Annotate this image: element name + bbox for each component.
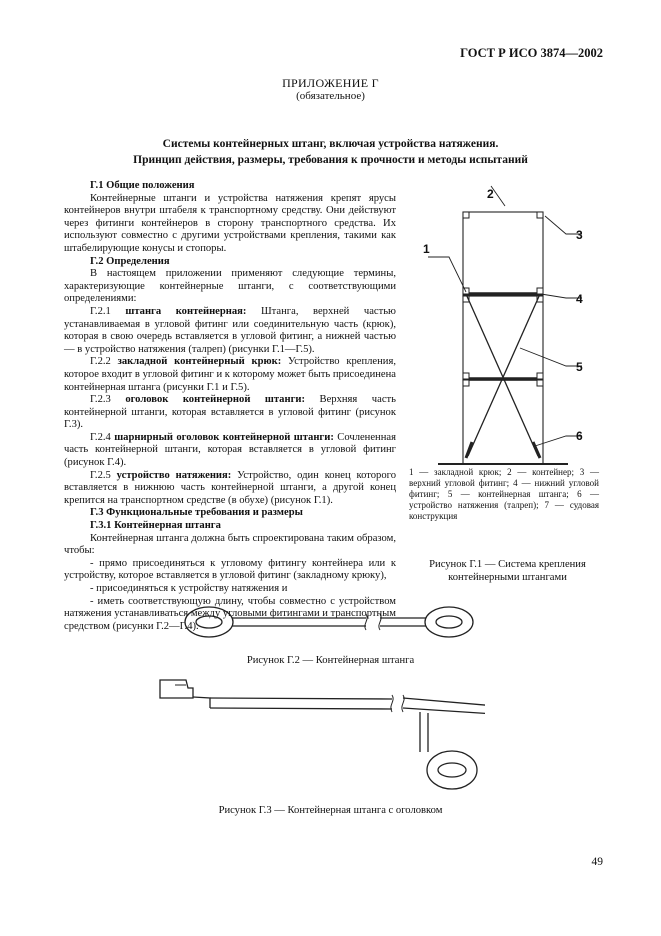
- container-bottom: [463, 380, 543, 464]
- definition-text: Устройство крепления, которое входит в угловой фитинг и к которому может быть присоединена контейнерная штанга (рисунки Г.1 и Г.5).: [64, 356, 396, 393]
- appendix-status: (обязательное): [296, 90, 365, 102]
- main-title-line2: Принцип действия, размеры, требования к прочности и методы испытаний: [133, 154, 528, 166]
- rod-shaft-lower: [420, 712, 428, 752]
- definition-term: устройство натяжения:: [116, 469, 232, 481]
- break-mark: [379, 614, 381, 630]
- break-mark: [391, 695, 393, 712]
- section-heading: Г.3 Функциональные требования и размеры: [90, 507, 303, 519]
- figure2-caption: Рисунок Г.2 — Контейнерная штанга: [246, 655, 415, 666]
- rod-shaft: [380, 618, 426, 626]
- rod-eye: [427, 751, 477, 789]
- container-middle: [463, 296, 543, 380]
- container-top: [463, 212, 543, 296]
- lashing-rod: [468, 294, 540, 456]
- figure-lashing-rod-with-head: [155, 675, 485, 795]
- leader-lines: [428, 186, 582, 446]
- rod-head: [160, 680, 193, 698]
- rod-eye-left-inner: [196, 616, 222, 628]
- definition-number: Г.2.1: [90, 305, 111, 317]
- lashing-rod: [466, 294, 538, 456]
- legend-text: — нижний угловой фитинг;: [409, 478, 599, 499]
- section-heading: Г.2 Определения: [90, 255, 170, 267]
- legend-number: 4: [513, 478, 518, 488]
- container-stack: [463, 212, 543, 464]
- label-1: 1: [423, 242, 430, 256]
- legend-text: — закладной крюк;: [413, 467, 508, 477]
- figure-lashing-rod: [180, 598, 480, 646]
- figure-lashing-system: [400, 180, 610, 465]
- standard-code: ГОСТ Р ИСО 3874—2002: [460, 46, 603, 60]
- main-title-line1: Системы контейнерных штанг, включая устройства натяжения.: [162, 138, 499, 150]
- legend-text: — контейнер;: [511, 467, 580, 477]
- definition-term: штанга контейнерная:: [125, 305, 247, 317]
- legend-number: 1: [409, 467, 414, 477]
- break-mark: [402, 695, 404, 712]
- rod-eye-left: [185, 607, 233, 637]
- definition-text: Штанга, верхней частью устанавливаемая в угловой фитинг или соединительную часть (крюк), которая в свою очередь вставляется в угловой фитинг, а нижней частью — в устройство натяжения (талреп) (рисунки Г.1—Г.5).: [64, 305, 396, 355]
- appendix-title: ПРИЛОЖЕНИЕ Г: [282, 76, 379, 90]
- label-4: 4: [576, 292, 583, 306]
- legend-number: 3: [579, 467, 585, 477]
- rod-shaft: [232, 618, 366, 626]
- paragraph: В настоящем приложении применяют следующие термины, характеризующие контейнерные штанги, с соответствующими определениями:: [64, 268, 396, 305]
- definition: [64, 306, 396, 356]
- definition-number: Г.2.3: [90, 394, 111, 406]
- definition: [64, 432, 396, 470]
- figure3-caption: Рисунок Г.3 — Контейнерная штанга с оголовком: [218, 805, 443, 816]
- rod-eye-right-inner: [436, 616, 462, 628]
- definition: [64, 394, 396, 432]
- legend-number: 6: [577, 489, 582, 499]
- legend-number: 5: [447, 489, 453, 499]
- legend-text: — верхний угловой фитинг;: [409, 467, 600, 488]
- definition-term: закладной контейнерный крюк:: [117, 356, 282, 368]
- rod-eye-inner: [438, 763, 466, 777]
- figure1-legend: [409, 467, 599, 522]
- text-column: [64, 180, 396, 633]
- page-number: 49: [591, 856, 603, 868]
- section-heading: Г.1 Общие положения: [90, 180, 195, 191]
- legend-text: — устройство натяжения (талреп);: [409, 489, 600, 510]
- definition: [64, 356, 396, 394]
- legend-text: — судовая конструкция: [409, 500, 599, 521]
- subsection-heading: Г.3.1 Контейнерная штанга: [90, 520, 221, 532]
- definition-text: Сочлененная часть контейнерной штанги, которая вставляется в угловой фитинг (рисунок Г.4).: [64, 431, 396, 469]
- definition-number: Г.2.5: [90, 469, 111, 481]
- legend-number: 7: [544, 500, 550, 510]
- rod-shaft: [210, 698, 392, 709]
- list-item: - прямо присоединяться к угловому фитингу контейнера или к устройству, которое вставляется в угловой фитинг (закладному крюку),: [64, 557, 396, 582]
- list-item: - иметь соответствующую длину, чтобы совместно с устройством натяжения устанавливаться между угловыми фитингами и транспортным средством (рисунки Г.2—Г.4).: [64, 595, 396, 632]
- label-2: 2: [487, 187, 494, 201]
- paragraph: Контейнерная штанга должна быть спроектирована таким образом, чтобы:: [64, 532, 396, 557]
- definition-text: Верхняя часть контейнерной штанги, которая вставляется в угловой фитинг (рисунок Г.3).: [64, 394, 396, 431]
- label-6: 6: [576, 429, 583, 443]
- rod-head-neck: [193, 697, 210, 708]
- corner-fittings: [463, 212, 543, 386]
- label-3: 3: [576, 228, 583, 242]
- list-item: - присоединяться к устройству натяжения и: [90, 583, 288, 594]
- break-mark: [365, 614, 367, 630]
- turnbuckles: [466, 442, 540, 458]
- definition-term: оголовок контейнерной штанги:: [125, 394, 306, 406]
- lashing-rods: [466, 294, 540, 456]
- label-5: 5: [576, 360, 583, 374]
- definition-number: Г.2.4: [90, 431, 111, 443]
- figure1-caption: Рисунок Г.1 — Система крепления контейнерными штангами: [429, 559, 586, 583]
- definition-number: Г.2.2: [90, 356, 111, 368]
- rod-shaft: [403, 698, 485, 714]
- rod-eye-right: [425, 607, 473, 637]
- definition-text: Устройство, один конец которого вставляется в нижнюю часть контейнерной штанги, а другой конец крепится на транспортном средстве (в обухе) (рисунок Г.1).: [64, 469, 396, 506]
- legend-text: — контейнерная штанга;: [452, 489, 578, 499]
- legend-number: 2: [507, 467, 512, 477]
- paragraph: Контейнерные штанги и устройства натяжения крепят ярусы контейнеров внутри штабеля к транспортному средству. Они действуют через фитинги контейнеров в сторону транспортного средства. Их используют совместно с другими устройствами крепления, такими как штабелирующие конусы и стопоры.: [64, 192, 396, 254]
- definition: [64, 470, 396, 508]
- definition-term: шарнирный оголовок контейнерной штанги:: [114, 431, 334, 443]
- main-title: [0, 136, 661, 168]
